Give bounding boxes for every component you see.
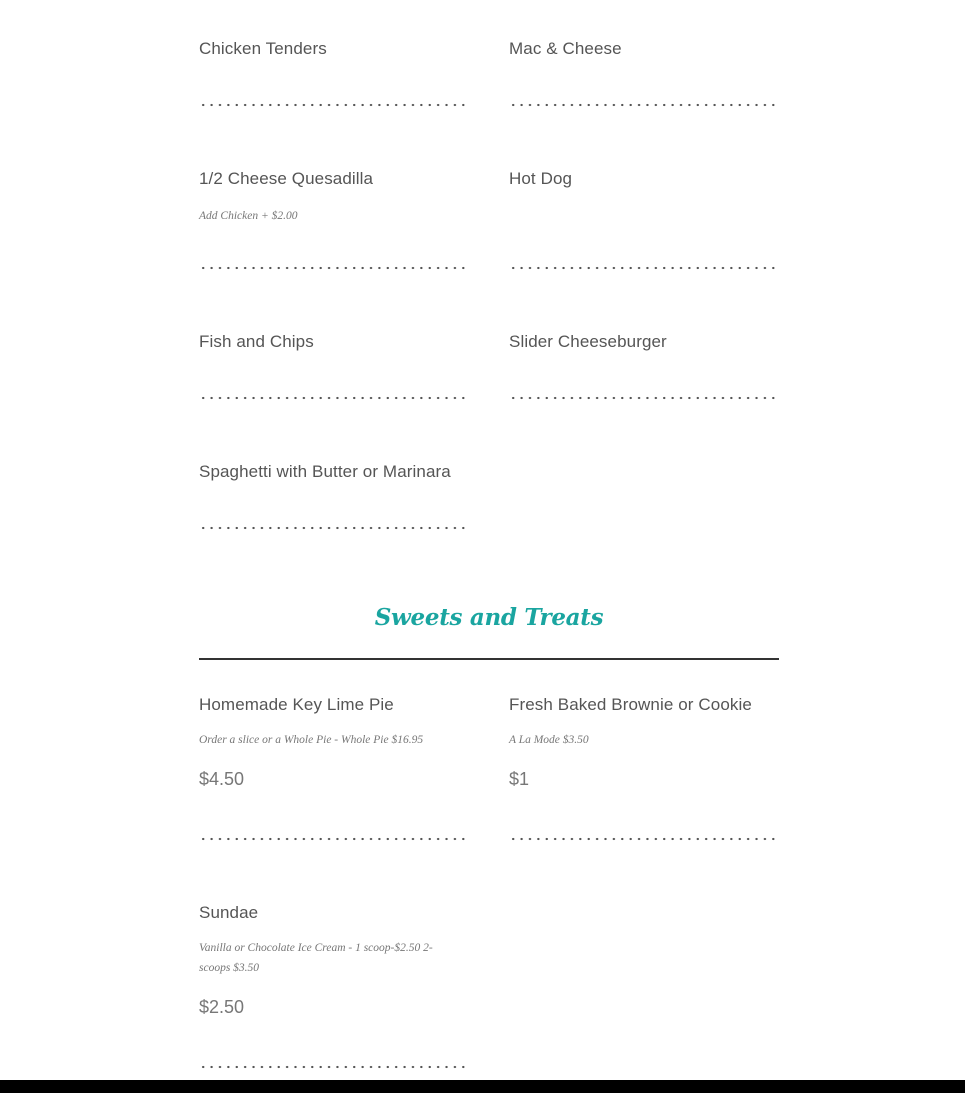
- dotted-divider: [199, 102, 469, 108]
- menu-item-name: Chicken Tenders: [199, 39, 327, 58]
- dotted-divider: [199, 525, 469, 531]
- menu-item-name: Slider Cheeseburger: [509, 332, 667, 351]
- menu-item-price: $1: [509, 769, 530, 789]
- bottom-bar: [0, 1080, 965, 1093]
- menu-item-chicken-tenders: [199, 38, 469, 60]
- menu-item-cheese-quesadilla: [199, 168, 469, 226]
- menu-item-name: Fish and Chips: [199, 332, 314, 351]
- section-title-sweets: Sweets and Treats: [374, 604, 604, 631]
- menu-item-sundae: [199, 902, 469, 1018]
- dotted-divider: [509, 265, 779, 271]
- cut-off-heading: [199, 0, 399, 2]
- menu-item-name: Homemade Key Lime Pie: [199, 695, 394, 714]
- menu-item-brownie-or-cookie: [509, 694, 779, 790]
- dotted-divider: [199, 836, 469, 842]
- dotted-divider: [199, 1064, 469, 1070]
- menu-item-key-lime-pie: [199, 694, 469, 790]
- menu-item-name: Spaghetti with Butter or Marinara: [199, 462, 451, 481]
- menu-item-name: Fresh Baked Brownie or Cookie: [509, 695, 752, 714]
- menu-item-mac-and-cheese: [509, 38, 779, 60]
- dotted-divider: [199, 265, 469, 271]
- menu-item-fish-and-chips: [199, 331, 469, 353]
- menu-item-price: $4.50: [199, 769, 245, 789]
- menu-item-slider-cheeseburger: [509, 331, 779, 353]
- menu-item-description: Order a slice or a Whole Pie - Whole Pie $16.95: [199, 734, 424, 746]
- dotted-divider: [509, 836, 779, 842]
- menu-item-description: Add Chicken + $2.00: [199, 210, 298, 222]
- dotted-divider: [509, 395, 779, 401]
- menu-item-name: Mac & Cheese: [509, 39, 622, 58]
- menu-item-description: A La Mode $3.50: [509, 734, 589, 746]
- menu-item-description: Vanilla or Chocolate Ice Cream - 1 scoop-$2.50 2-scoops $3.50: [199, 942, 433, 974]
- dotted-divider: [509, 102, 779, 108]
- menu-item-name: 1/2 Cheese Quesadilla: [199, 169, 374, 188]
- menu-item-price: $2.50: [199, 997, 245, 1017]
- menu-item-spaghetti: [199, 461, 469, 483]
- menu-item-name: Sundae: [199, 903, 259, 922]
- menu-item-hot-dog: [509, 168, 779, 190]
- dotted-divider: [199, 395, 469, 401]
- menu-item-name: Hot Dog: [509, 169, 573, 188]
- section-divider: [199, 658, 779, 660]
